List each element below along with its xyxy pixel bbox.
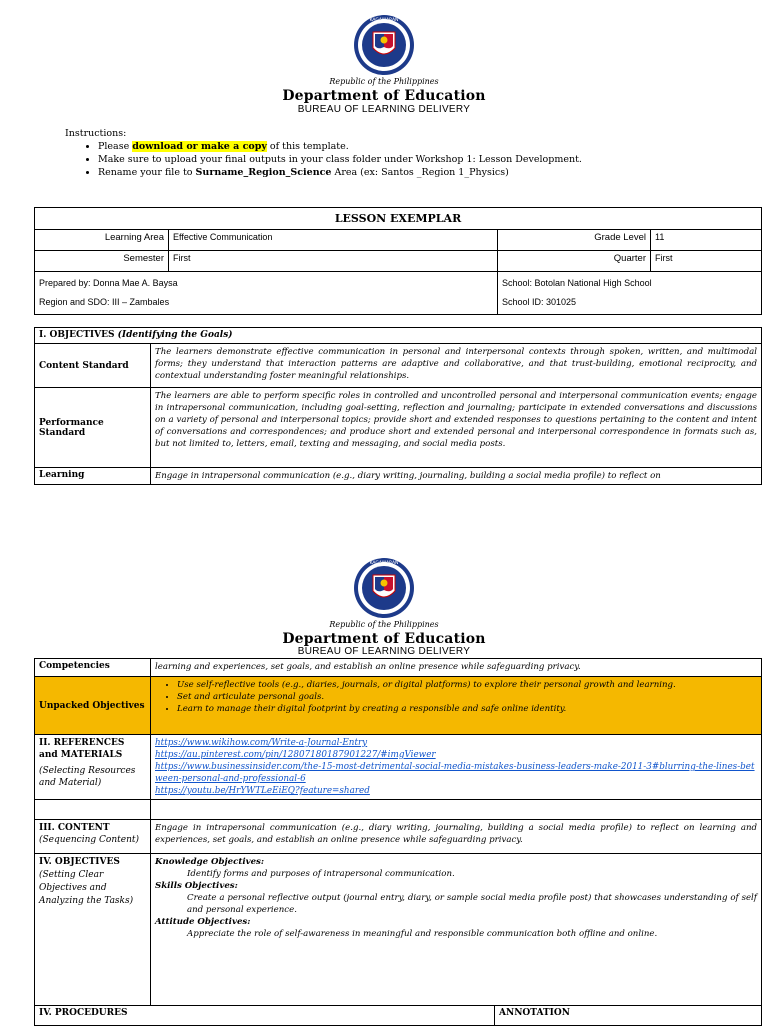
objectives-table (34, 327, 762, 485)
instruction-item-3: • Rename your file to Surname_Region_Science Area (ex: Santos _Region 1_Physics) (98, 166, 705, 179)
content-standard-text: The learners demonstrate effective communication in personal and interpersonal contexts through spoken, written, and multimodal forms; they understand that interaction patterns are adaptive and collaborative, and that trust-building, emotional reciprocity, and contextual understanding foster meaningful relationships. (151, 344, 762, 388)
region-sdo: Region and SDO: III – Zambales (39, 297, 170, 307)
department-title-2: Department of Education (282, 631, 486, 647)
annotation-label: ANNOTATION (495, 1006, 762, 1026)
instructions-title: Instructions: (65, 128, 127, 139)
instruction-item-2: • Make sure to upload your final outputs in your class folder under Workshop 1: Lesson Development. (98, 153, 705, 166)
semester-value[interactable]: First (169, 251, 498, 272)
school-cell (498, 272, 762, 315)
grade-level-value[interactable]: 11 (651, 230, 762, 251)
department-title: Department of Education (282, 88, 486, 104)
semester-label: Semester (35, 251, 169, 272)
procedures-label: IV. PROCEDURES (35, 1006, 495, 1026)
lesson-exemplar-title: LESSON EXEMPLAR (35, 208, 762, 230)
school-id: School ID: 301025 (502, 297, 577, 307)
bureau-text: BUREAU OF LEARNING DELIVERY (297, 104, 471, 115)
performance-standard-label: Performance Standard (35, 388, 151, 468)
reference-link-2[interactable]: https://au.pinterest.com/pin/12807180187901227/#imgViewer (155, 750, 436, 760)
quarter-label: Quarter (498, 251, 651, 272)
empty-row-value (151, 800, 762, 820)
knowledge-label: Knowledge Objectives: (155, 857, 265, 867)
reference-link-4[interactable]: https://youtu.be/HrYWTLeEiEQ?feature=shared (155, 786, 370, 796)
svg-text:KAGAWARAN: KAGAWARAN (369, 561, 399, 566)
attitude-text: Appreciate the role of self-awareness in meaningful and responsible communication both offline and online. (187, 929, 658, 939)
knowledge-text: Identify forms and purposes of intrapersonal communication. (187, 869, 455, 879)
competencies-label: Competencies (35, 659, 151, 677)
lesson-info-table (34, 207, 762, 315)
unpacked-objectives-list (151, 677, 762, 735)
empty-row-label (35, 800, 151, 820)
bureau-text-2: BUREAU OF LEARNING DELIVERY (297, 646, 471, 657)
republic-text-2: Republic of the Philippines (329, 620, 439, 629)
learning-area-value[interactable]: Effective Communication (169, 230, 498, 251)
content-text: Engage in intrapersonal communication (e.g., diary writing, journaling, building a social media profile) to reflect on learning and experiences, set goals, and establish an online presence while safeguarding privacy. (151, 820, 762, 854)
highlight-download: download or make a copy (132, 141, 267, 152)
quarter-value[interactable]: First (651, 251, 762, 272)
objectives-detail (151, 854, 762, 1006)
learning-text: Engage in intrapersonal communication (e.g., diary writing, journaling, building a social media profile) to reflect on (151, 468, 762, 485)
prepared-by: Prepared by: Donna Mae A. Baysa (39, 278, 178, 288)
learning-area-label: Learning Area (35, 230, 169, 251)
competencies-text: learning and experiences, set goals, and establish an online presence while safeguarding privacy. (151, 659, 762, 677)
attitude-label: Attitude Objectives: (155, 917, 251, 927)
skills-text: Create a personal reflective output (journal entry, diary, or sample social media profile post) that showcases understanding of self and personal experience. (187, 893, 757, 915)
unpacked-item-1: • Use self-reflective tools (e.g., diaries, journals, or digital platforms) to explore their personal growth and learning. (177, 679, 757, 691)
references-links (151, 735, 762, 800)
instructions (65, 127, 705, 179)
content-standard-label: Content Standard (35, 344, 151, 388)
prepared-region-cell (35, 272, 498, 315)
unpacked-item-2: • Set and articulate personal goals. (177, 691, 757, 703)
grade-level-label: Grade Level (498, 230, 651, 251)
unpacked-objectives-label: Unpacked Objectives (35, 677, 151, 735)
performance-standard-text: The learners are able to perform specific roles in controlled and uncontrolled personal and interpersonal communication events; engage in intrapersonal communication, including goal-setting, reflection and journaling; participate in extended conversations and discussions on a variety of personal and interpersonal topics; provide short and extended responses to questions pertaining to the content and intent of conversations and correspondences; and produce short and extended personal and interpersonal correspondence in formats such as, but not limited to, letters, email, texting and messaging, and social media posts. (151, 388, 762, 468)
deped-seal-logo (353, 14, 415, 76)
republic-text: Republic of the Philippines (329, 77, 439, 86)
skills-label: Skills Objectives: (155, 881, 238, 891)
reference-link-3[interactable]: https://www.businessinsider.com/the-15-most-detrimental-social-media-mistakes-business-leaders-make-2011-3#blurring-the-lines-between-personal-and-professional-6 (155, 762, 755, 784)
deped-seal-logo-2 (353, 557, 415, 619)
reference-link-1[interactable]: https://www.wikihow.com/Write-a-Journal-Entry (155, 738, 368, 748)
instruction-item-1: • Please download or make a copy of this template. (98, 140, 705, 153)
learning-label: Learning (35, 468, 151, 485)
objectives-heading: I. OBJECTIVES (Identifying the Goals) (35, 328, 762, 344)
svg-text:KAGAWARAN: KAGAWARAN (369, 18, 399, 23)
lesson-plan-table (34, 658, 762, 1026)
objectives-iv-label: IV. OBJECTIVES (Setting Clear Objectives and Analyzing the Tasks) (35, 854, 151, 1006)
school-name: School: Botolan National High School (502, 278, 652, 288)
unpacked-item-3: • Learn to manage their digital footprint by creating a responsible and safe online identity. (177, 703, 757, 715)
content-label: III. CONTENT (Sequencing Content) (35, 820, 151, 854)
references-label: II. REFERENCES and MATERIALS (Selecting Resources and Material) (35, 735, 151, 800)
